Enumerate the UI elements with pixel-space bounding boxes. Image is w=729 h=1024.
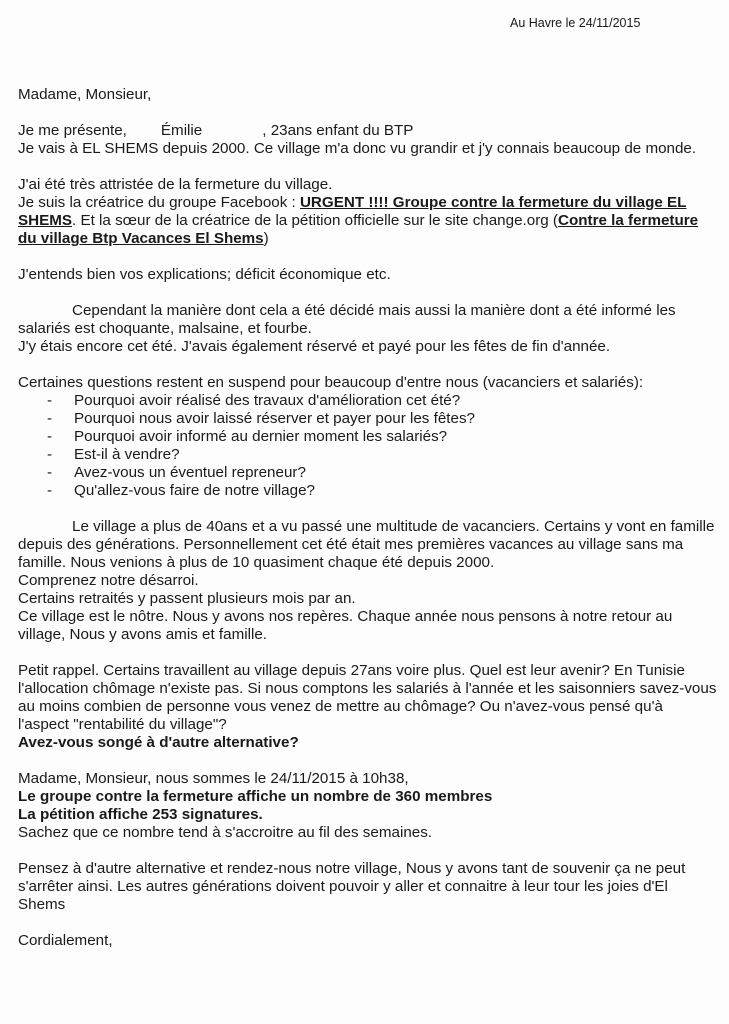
paren-open: ( xyxy=(552,212,558,229)
intro-line-2: Je vais à EL SHEMS depuis 2000. Ce village m'a donc vu grandir et j'y connais beaucoup de monde. xyxy=(18,140,697,157)
place-date: Au Havre le 24/11/2015 xyxy=(510,16,641,30)
creator-prefix: Je suis la créatrice du groupe Facebook : xyxy=(18,194,300,211)
list-item: - Avez-vous un éventuel repreneur? xyxy=(47,464,306,481)
list-item: - Est-il à vendre? xyxy=(47,446,180,463)
petition-count-line xyxy=(18,806,718,824)
intro-suffix: , 23ans enfant du BTP xyxy=(262,122,414,139)
question-text: Avez-vous un éventuel repreneur? xyxy=(74,464,306,481)
reminder-paragraph: Petit rappel. Certains travaillent au village depuis 27ans voire plus. Quel est leur avenir? En Tunisie l'allocation chômage n'existe pas. Si nous comptons les salariés à l'année et les saisonniers savez-vous au moins combien de personne vous venez de mettre au chômage? Ou n'avez-vous pensé qu'à l'aspect "rentabilité du village"? xyxy=(18,662,717,733)
timestamp-line: Madame, Monsieur, nous sommes le 24/11/2015 à 10h38, xyxy=(18,770,409,787)
reservation-line: J'y étais encore cet été. J'avais également réservé et payé pour les fêtes de fin d'année. xyxy=(18,338,611,355)
petition-name: Contre la fermeture du village Btp Vacances El Shems xyxy=(18,212,699,247)
sadness-line: J'ai été très attristée de la fermeture du village. xyxy=(18,176,333,193)
retirees-line: Certains retraités y passent plusieurs mois par an. xyxy=(18,590,356,607)
creator-line xyxy=(18,194,718,248)
questions-list xyxy=(18,392,718,500)
facebook-group-name: URGENT !!!! Groupe contre la fermeture du village EL SHEMS xyxy=(18,194,687,229)
question-text: Pourquoi avoir informé au dernier moment les salariés? xyxy=(74,428,448,445)
intro-prefix: Je me présente, xyxy=(18,122,127,139)
group-count-line xyxy=(18,788,718,806)
list-item: - Pourquoi nous avoir laissé réserver et payer pour les fêtes? xyxy=(47,410,475,427)
group-count: Le groupe contre la fermeture affiche un nombre de 360 membres xyxy=(18,788,493,805)
growth-line: Sachez que ce nombre tend à s'accroitre au fil des semaines. xyxy=(18,824,433,841)
question-text: Pourquoi avoir réalisé des travaux d'amélioration cet été? xyxy=(74,392,461,409)
petition-count: La pétition affiche 253 signatures. xyxy=(18,806,263,823)
question-text: Pourquoi nous avoir laissé réserver et payer pour les fêtes? xyxy=(74,410,475,427)
question-text: Qu'allez-vous faire de notre village? xyxy=(74,482,315,499)
manner-paragraph: Cependant la manière dont cela a été décidé mais aussi la manière dont a été informé les salariés est choquante, malsaine, et fourbe. xyxy=(18,302,676,337)
letter-body xyxy=(18,86,718,950)
alternative-question-text: Avez-vous songé à d'autre alternative? xyxy=(18,734,299,751)
explanations-line: J'entends bien vos explications; déficit économique etc. xyxy=(18,266,391,283)
list-item: - Pourquoi avoir réalisé des travaux d'amélioration cet été? xyxy=(47,392,461,409)
list-item: - Qu'allez-vous faire de notre village? xyxy=(47,482,315,499)
closing: Cordialement, xyxy=(18,932,113,949)
alternative-question xyxy=(18,734,718,752)
village-history: Le village a plus de 40ans et a vu passé une multitude de vacanciers. Certains y vont en famille depuis des générations. Personnellement cet été était mes premières vacances au village sans ma famille. Nous venions à plus de 10 quasiment chaque été depuis 2000. xyxy=(18,518,715,571)
plea-paragraph: Pensez à d'autre alternative et rendez-nous notre village, Nous y avons tant de souvenir ça ne peut s'arrêter ainsi. Les autres générations doivent pouvoir y aller et connaitre à leur tour les joies d'El Shems xyxy=(18,860,686,913)
questions-intro: Certaines questions restent en suspend pour beaucoup d'entre nous (vacanciers et salariés): xyxy=(18,374,644,391)
sister-text: . Et la sœur de la créatrice de la pétition officielle sur le site change.org xyxy=(72,212,553,229)
disarray-line: Comprenez notre désarroi. xyxy=(18,572,199,589)
intro-line xyxy=(18,122,718,140)
salutation: Madame, Monsieur, xyxy=(18,86,152,103)
paren-close: ) xyxy=(263,230,269,247)
question-text: Est-il à vendre? xyxy=(74,446,180,463)
our-village-line: Ce village est le nôtre. Nous y avons nos repères. Chaque année nous pensons à notre retour au village, Nous y avons amis et famille. xyxy=(18,608,673,643)
author-name: Émilie xyxy=(160,122,203,139)
list-item: - Pourquoi avoir informé au dernier moment les salariés? xyxy=(47,428,448,445)
